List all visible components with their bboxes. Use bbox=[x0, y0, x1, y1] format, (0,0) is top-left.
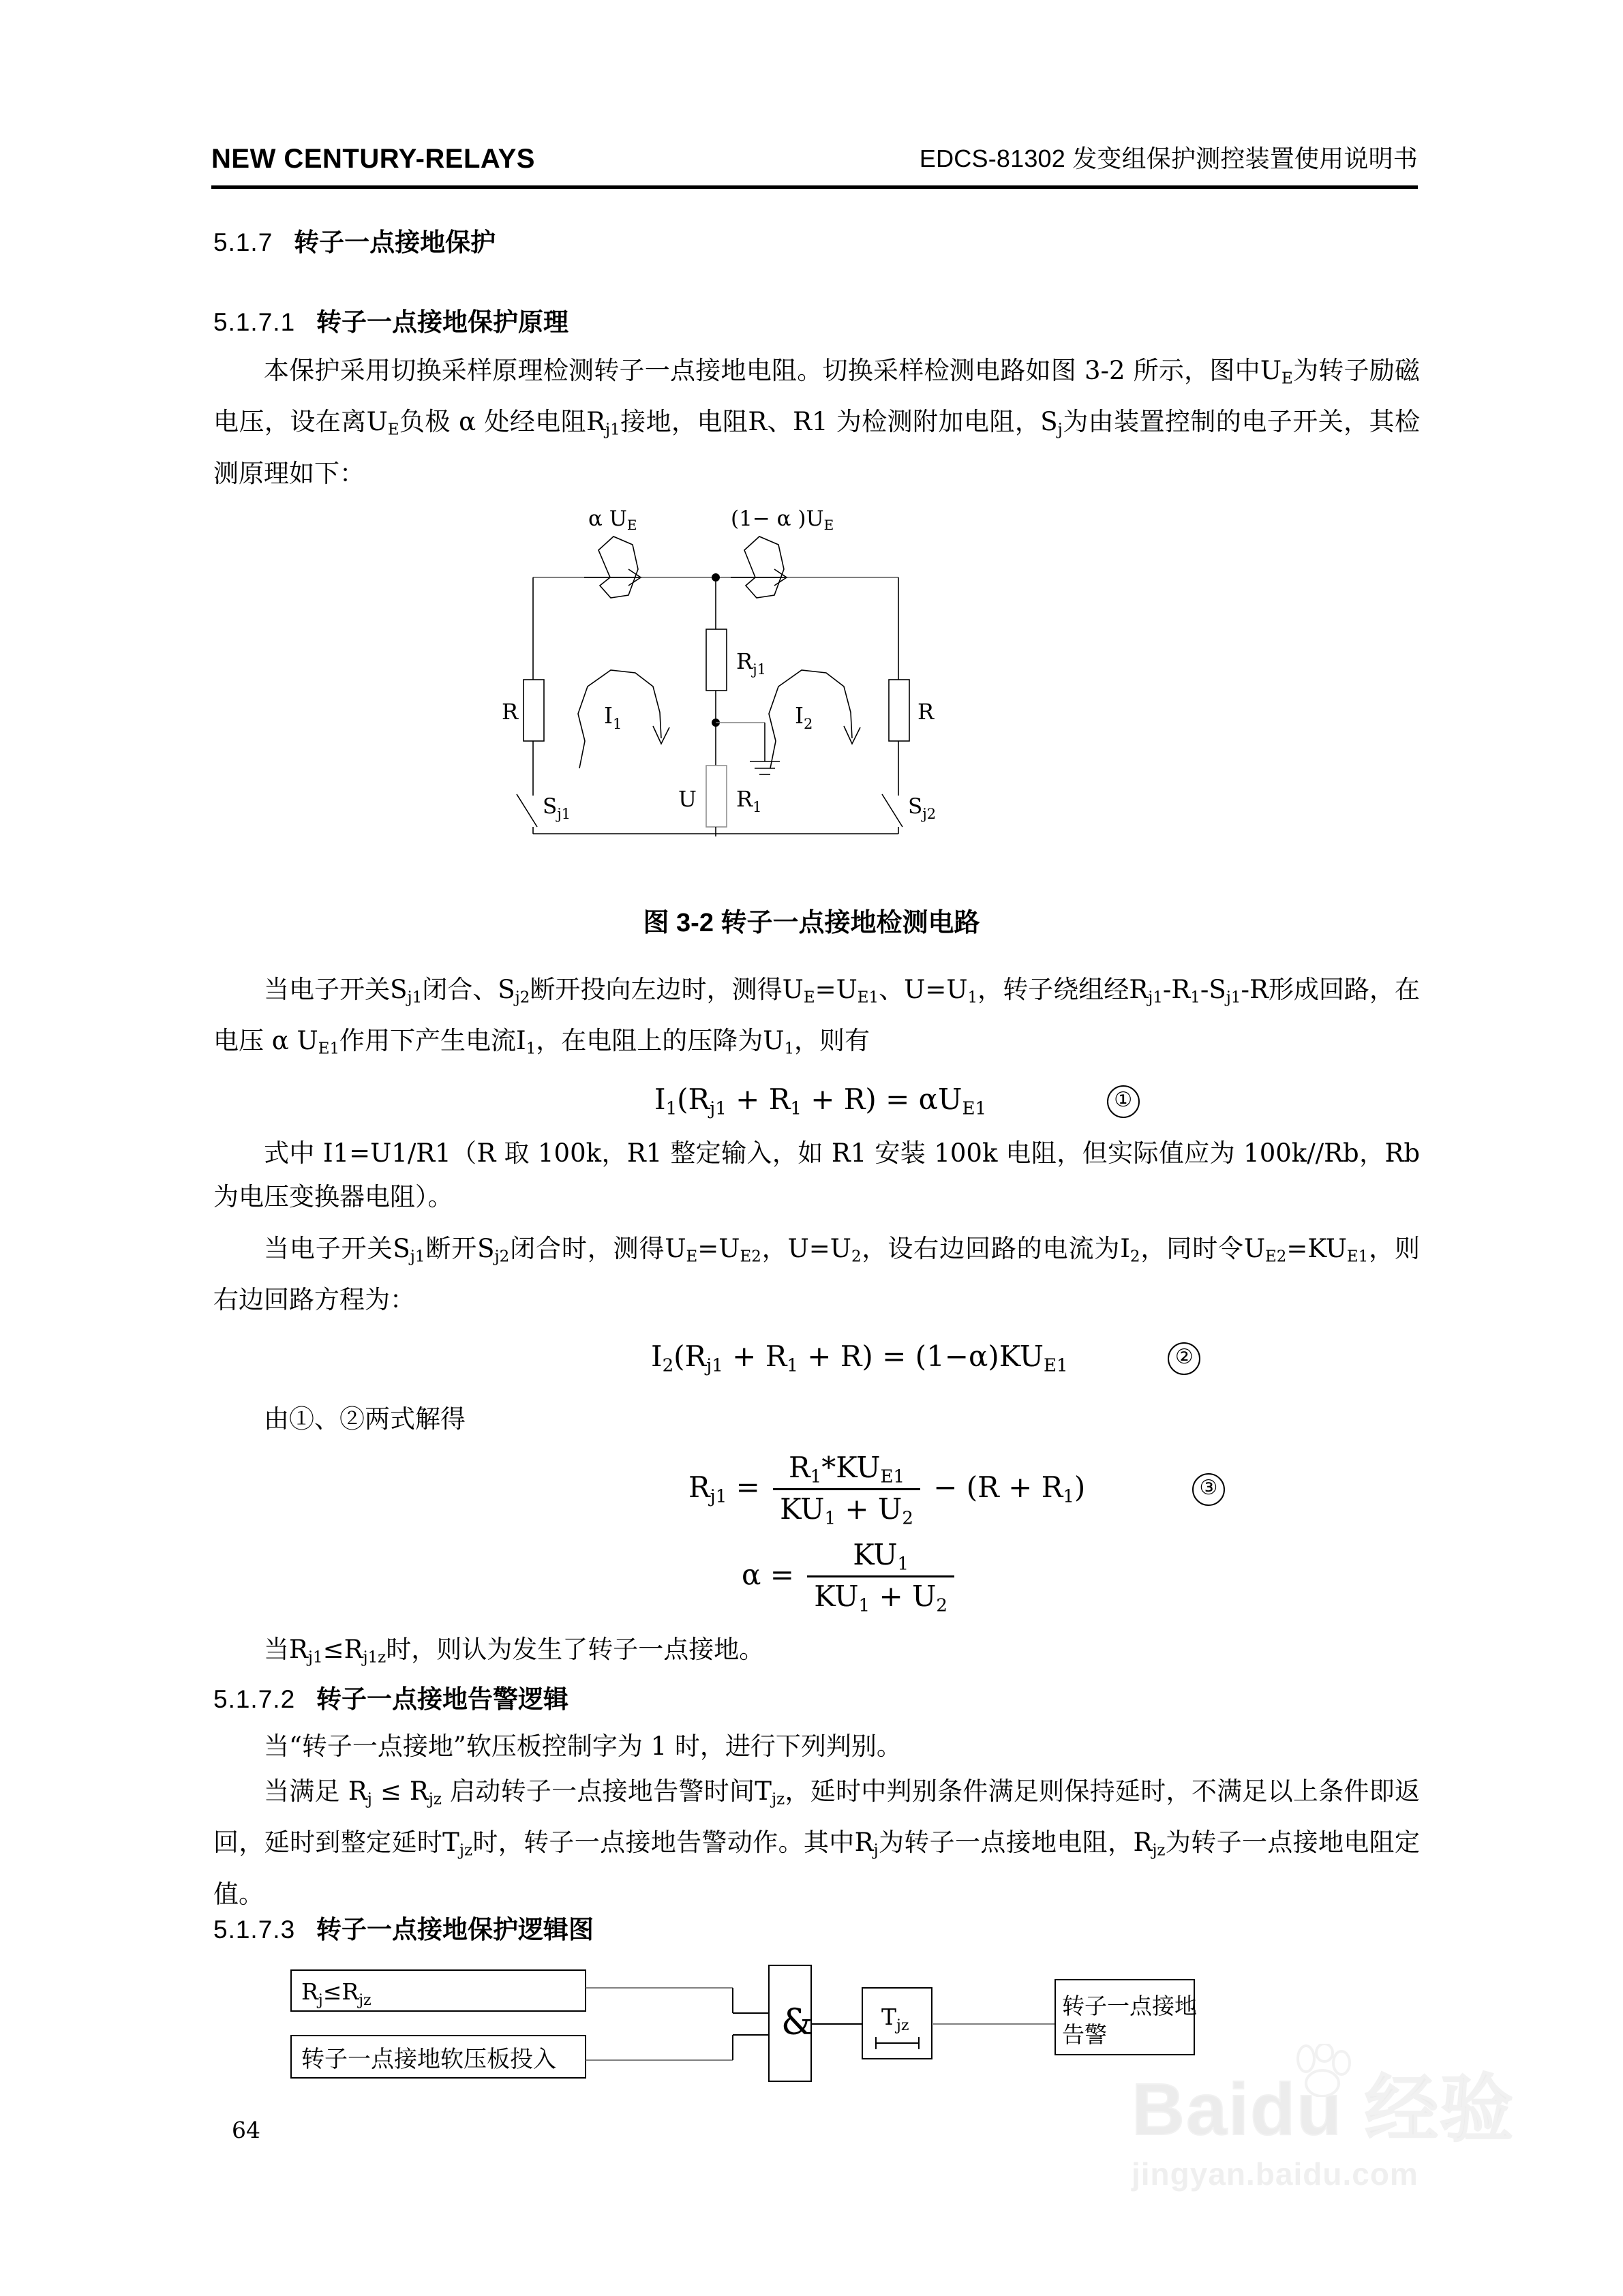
equation-4-numerator: $KU_1$ bbox=[853, 1538, 909, 1575]
equation-3-number: ③ bbox=[1192, 1473, 1225, 1506]
logic-timer-label: $T_{jz}$ bbox=[881, 2004, 909, 2034]
equation-3-rhs: − $(R + R_1)$ bbox=[933, 1470, 1086, 1507]
heading-text: 转子一点接地告警逻辑 bbox=[316, 1685, 568, 1713]
logic-input-1-label: $R_j\le R_{jz}$ bbox=[301, 1978, 371, 2009]
heading-5-1-7-2 bbox=[213, 1678, 568, 1715]
heading-number: 5.1.7.3 bbox=[213, 1916, 296, 1944]
brand-name: NEW CENTURY-RELAYS bbox=[211, 144, 535, 174]
paragraph-switch-left: 当电子开关$S_{j1}$闭合、$S_{j2}$断开投向左边时，测得$U_E=U_{E1}$、$U=U_1$，转子绕组经$R_{j1}-R_1-S_{j1}-R$形成回路，在电压 α $U_{E1}$作用下产生电流$I_1$，在电阻上的压降为$U_1$，则有 bbox=[213, 975, 1420, 1058]
heading-5-1-7-1 bbox=[213, 301, 568, 338]
heading-text: 转子一点接地保护原理 bbox=[316, 308, 568, 336]
equation-2-body: $I_2(R_{j1} + R_1 + R) = (1-\alpha)KU_{E1}$ bbox=[651, 1340, 1068, 1376]
circuit-diagram bbox=[477, 501, 954, 842]
equation-1 bbox=[654, 1083, 1140, 1119]
equation-3-fraction bbox=[773, 1451, 920, 1529]
label-alpha-ue: α UE bbox=[588, 507, 637, 533]
label-current-i1: $I_1$ bbox=[604, 702, 622, 732]
logic-diagram bbox=[273, 1963, 1363, 2093]
equation-4 bbox=[742, 1538, 958, 1616]
heading-text: 转子一点接地保护 bbox=[294, 228, 496, 256]
label-switch-sj1: $S_{j1}$ bbox=[543, 794, 571, 822]
equation-2-number: ② bbox=[1168, 1342, 1200, 1375]
equation-1-number: ① bbox=[1107, 1085, 1140, 1118]
label-resistor-left: R bbox=[502, 699, 519, 725]
heading-number: 5.1.7.1 bbox=[213, 308, 296, 336]
paragraph-softplate: 当“转子一点接地”软压板控制字为 1 时，进行下列判别。 bbox=[264, 1732, 902, 1761]
paragraph-principle: 本保护采用切换采样原理检测转子一点接地电阻。切换采样检测电路如图 3-2 所示，图中$U_E$为转子励磁电压，设在离$U_E$负极 α 处经电阻$R_{j1}$接地，电阻R、R1 为检测附加电阻，$S_j$为由装置控制的电子开关，其检测原理如下： bbox=[213, 356, 1420, 488]
equation-3-lhs: $R_{j1}$ = bbox=[688, 1470, 760, 1507]
page-header bbox=[211, 140, 1418, 175]
document-title: EDCS-81302 发变组保护测控装置使用说明书 bbox=[919, 145, 1418, 172]
label-current-i2: $I_2$ bbox=[795, 702, 813, 732]
logic-gate-label: & bbox=[781, 2002, 813, 2043]
paragraph-alarm-logic: 当满足 $R_j \le R_{jz}$ 启动转子一点接地告警时间$T_{jz}$，延时中判别条件满足则保持延时，不满足以上条件即返回，延时到整定延时$T_{jz}$时，转子一点接地告警动作。其中$R_j$为转子一点接地电阻，$R_{jz}$为转子一点接地电阻定值。 bbox=[213, 1777, 1421, 1909]
label-resistor-right: R bbox=[917, 699, 935, 725]
paragraph-criterion: 当$R_{j1}\le R_{j1z}$时，则认为发生了转子一点接地。 bbox=[264, 1635, 765, 1667]
equation-3-denominator: $KU_1 + U_2$ bbox=[780, 1492, 913, 1529]
heading-5-1-7-3 bbox=[213, 1909, 594, 1946]
equation-4-lhs: α = bbox=[742, 1558, 794, 1592]
heading-5-1-7 bbox=[213, 222, 496, 258]
label-resistor-r1: $R_1$ bbox=[736, 786, 762, 815]
heading-number: 5.1.7.2 bbox=[213, 1685, 296, 1713]
paragraph-derivation: 由①、②两式解得 bbox=[264, 1404, 466, 1434]
equation-4-denominator: $KU_1 + U_2$ bbox=[814, 1580, 947, 1616]
watermark-main: Baidu 经验 bbox=[1132, 2068, 1515, 2150]
logic-output-line-1: 转子一点接地 bbox=[1062, 1993, 1197, 2019]
equation-1-body: $I_1(R_{j1} + R_1 + R) = \alpha U_{E1}$ bbox=[654, 1083, 987, 1119]
heading-text: 转子一点接地保护逻辑图 bbox=[316, 1916, 594, 1944]
heading-number: 5.1.7 bbox=[213, 228, 273, 256]
page-number: 64 bbox=[232, 2117, 260, 2143]
label-resistor-rj1: $R_{j1}$ bbox=[736, 648, 766, 678]
logic-output-line-2: 告警 bbox=[1062, 2021, 1107, 2048]
equation-3-numerator: $R_1*KU_{E1}$ bbox=[789, 1451, 905, 1487]
figure-caption: 图 3-2 转子一点接地检测电路 bbox=[643, 909, 980, 937]
label-voltage-u: U bbox=[678, 786, 697, 812]
equation-2 bbox=[651, 1340, 1200, 1376]
logic-input-2-label: 转子一点接地软压板投入 bbox=[301, 2046, 556, 2073]
equation-4-fraction bbox=[807, 1538, 954, 1616]
label-one-minus-alpha-ue: (1− α )UE bbox=[731, 507, 834, 533]
header-divider bbox=[211, 185, 1418, 189]
label-switch-sj2: $S_{j2}$ bbox=[908, 794, 937, 822]
paragraph-formula-note: 式中 I1=U1/R1（R 取 100k，R1 整定输入，如 R1 安装 100k 电阻，但实际值应为 100k//Rb，Rb 为电压变换器电阻）。 bbox=[213, 1138, 1421, 1211]
equation-3 bbox=[688, 1451, 1225, 1529]
paragraph-switch-right: 当电子开关$S_{j1}$断开$S_{j2}$闭合时，测得$U_E=U_{E2}$，$U=U_2$，设右边回路的电流为$I_2$，同时令$U_{E2}=KU_{E1}$，则右边回路方程为： bbox=[213, 1234, 1420, 1315]
watermark-sub: jingyan.baidu.com bbox=[1132, 2156, 1419, 2192]
